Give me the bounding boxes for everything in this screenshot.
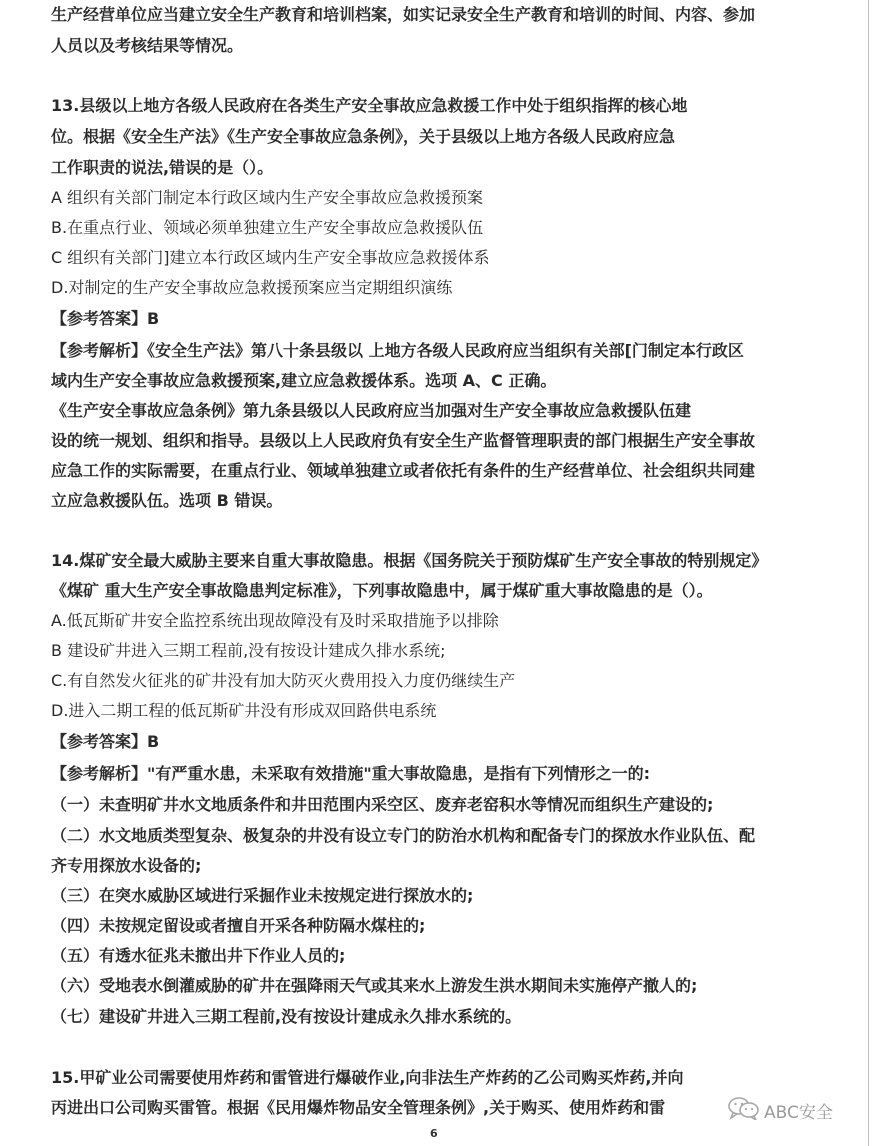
analysis-line: 应急工作的实际需要，在重点行业、领域单独建立或者依托有条件的生产经营单位、社会组织共同建: [51, 461, 756, 480]
analysis-line: 【参考解析】"有严重水患，未采取有效措施"重大事故隐患，是指有下列情形之一的:: [51, 764, 651, 783]
question-14-stem: 《煤矿 重大生产安全事故隐患判定标准》，下列事故隐患中，属于煤矿重大事故隐患的是（）。: [51, 581, 713, 600]
watermark: [727, 1096, 833, 1124]
question-14-stem: 14.煤矿安全最大威胁主要来自重大事故隐患。根据《国务院关于预防煤矿生产安全事故的特别规定》: [51, 551, 768, 570]
analysis-line: 齐专用探放水设备的;: [51, 856, 202, 875]
text-line: 生产经营单位应当建立安全生产教育和培训档案，如实记录安全生产教育和培训的时间、内容、参加: [51, 5, 756, 24]
option-a: A 组织有关部门制定本行政区域内生产安全事故应急救援预案: [51, 188, 484, 207]
wechat-icon: [727, 1096, 761, 1124]
question-13-stem: 工作职责的说法,错误的是（）。: [51, 158, 274, 177]
watermark-text: ABC安全: [764, 1102, 833, 1123]
option-c: C.有自然发火征兆的矿井没有加大防灭火费用投入力度仍继续生产: [51, 671, 516, 690]
analysis-line: （五）有透水征兆未撤出井下作业人员的;: [51, 946, 346, 965]
analysis-line: 【参考解析】《安全生产法》第八十条县级以 上地方各级人民政府应当组织有关部[门制定本行政区: [51, 341, 744, 360]
analysis-line: （七）建设矿井进入三期工程前,没有按设计建成永久排水系统的。: [51, 1007, 522, 1026]
text-line: 人员以及考核结果等情况。: [51, 36, 244, 55]
analysis-line: （三）在突水威胁区域进行采掘作业未按规定进行探放水的;: [51, 886, 474, 905]
option-d: D.对制定的生产安全事故应急救援预案应当定期组织演练: [51, 278, 453, 297]
option-b: B.在重点行业、领域必须单独建立生产安全事故应急救援队伍: [51, 218, 484, 237]
analysis-line: （一）未查明矿井水文地质条件和井田范围内采空区、废弃老窑积水等情况而组织生产建设的;: [51, 795, 714, 814]
analysis-line: 立应急救援队伍。选项 B 错误。: [51, 491, 283, 510]
question-15-stem: 15.甲矿业公司需要使用炸药和雷管进行爆破作业,向非法生产炸药的乙公司购买炸药,并向: [51, 1068, 684, 1087]
analysis-line: （二）水文地质类型复杂、极复杂的井没有设立专门的防治水机构和配备专门的探放水作业队伍、配: [51, 826, 756, 845]
answer-label: 【参考答案】B: [51, 309, 160, 328]
analysis-line: 设的统一规划、组织和指导。县级以上人民政府负有安全生产监督管理职责的部门根据生产安全事故: [51, 431, 756, 450]
analysis-line: （四）未按规定留设或者擅自开采各种防隔水煤柱的;: [51, 916, 426, 935]
analysis-line: 域内生产安全事故应急救援预案,建立应急救援体系。选项 A、C 正确。: [51, 371, 557, 390]
option-d: D.进入二期工程的低瓦斯矿井没有形成双回路供电系统: [51, 701, 437, 720]
option-a: A.低瓦斯矿井安全监控系统出现故障没有及时采取措施予以排除: [51, 611, 499, 630]
page-number: 6: [430, 1127, 438, 1140]
option-c: C 组织有关部门]建立本行政区域内生产安全事故应急救援体系: [51, 248, 490, 267]
answer-label: 【参考答案】B: [51, 732, 160, 751]
page-border: [868, 0, 869, 1146]
analysis-line: 《生产安全事故应急条例》第九条县级以人民政府应当加强对生产安全事故应急救援队伍建: [51, 401, 692, 420]
option-b: B 建设矿井进入三期工程前,没有按设计建成久排水系统;: [51, 641, 446, 660]
question-13-stem: 位。根据《安全生产法》《生产安全事故应急条例》，关于县级以上地方各级人民政府应急: [51, 127, 676, 146]
question-15-stem: 丙进出口公司购买雷管。根据《民用爆炸物品安全管理条例》,关于购买、使用炸药和雷: [51, 1098, 666, 1117]
question-13-stem: 13.县级以上地方各级人民政府在各类生产安全事故应急救援工作中处于组织指挥的核心地: [51, 96, 688, 115]
analysis-line: （六）受地表水倒灌威胁的矿井在强降雨天气或其来水上游发生洪水期间未实施停产撤人的;: [51, 976, 698, 995]
